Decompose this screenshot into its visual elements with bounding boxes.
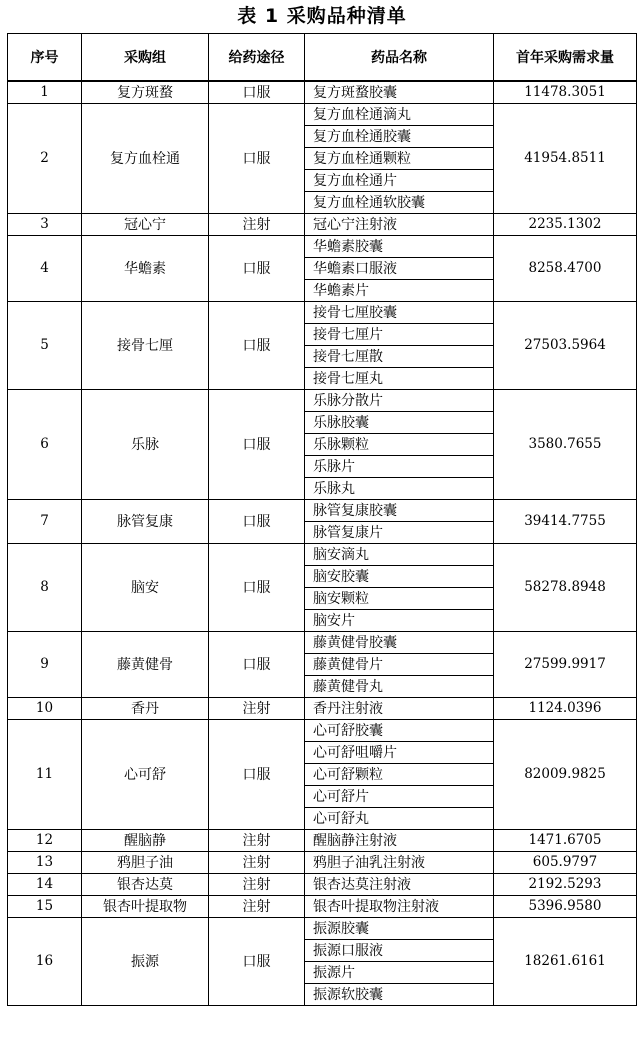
drug-name: 振源片 xyxy=(305,961,494,983)
table-row xyxy=(8,851,637,873)
drug-name: 华蟾素胶囊 xyxy=(305,235,494,257)
row-number: 16 xyxy=(8,917,82,1005)
drug-name: 乐脉丸 xyxy=(305,477,494,499)
drug-name: 心可舒丸 xyxy=(305,807,494,829)
drug-name: 乐脉胶囊 xyxy=(305,411,494,433)
drug-name: 醒脑静注射液 xyxy=(305,829,494,851)
drug-name: 复方血栓通滴丸 xyxy=(305,103,494,125)
drug-name: 冠心宁注射液 xyxy=(305,213,494,235)
drug-name: 鸦胆子油乳注射液 xyxy=(305,851,494,873)
row-number: 6 xyxy=(8,389,82,499)
header-no: 序号 xyxy=(8,34,82,82)
drug-name: 心可舒咀嚼片 xyxy=(305,741,494,763)
procurement-group: 复方斑蝥 xyxy=(82,81,209,103)
drug-name: 乐脉颗粒 xyxy=(305,433,494,455)
drug-name: 心可舒胶囊 xyxy=(305,719,494,741)
administration-route: 口服 xyxy=(209,499,305,543)
row-number: 10 xyxy=(8,697,82,719)
table-caption: 表 1 采购品种清单 xyxy=(237,5,407,27)
header-drug-name: 药品名称 xyxy=(305,34,494,82)
first-year-demand: 2192.5293 xyxy=(494,873,637,895)
procurement-group: 振源 xyxy=(82,917,209,1005)
row-number: 15 xyxy=(8,895,82,917)
drug-name: 乐脉分散片 xyxy=(305,389,494,411)
procurement-group: 华蟾素 xyxy=(82,235,209,301)
drug-name: 脉管复康片 xyxy=(305,521,494,543)
administration-route: 注射 xyxy=(209,697,305,719)
header-demand: 首年采购需求量 xyxy=(494,34,637,82)
administration-route: 口服 xyxy=(209,235,305,301)
row-number: 1 xyxy=(8,81,82,103)
administration-route: 口服 xyxy=(209,631,305,697)
drug-name: 香丹注射液 xyxy=(305,697,494,719)
procurement-group: 心可舒 xyxy=(82,719,209,829)
administration-route: 口服 xyxy=(209,719,305,829)
header-row xyxy=(8,34,637,82)
row-number: 12 xyxy=(8,829,82,851)
header-route: 给药途径 xyxy=(209,34,305,82)
drug-name: 脑安颗粒 xyxy=(305,587,494,609)
procurement-group: 脉管复康 xyxy=(82,499,209,543)
drug-name: 脑安胶囊 xyxy=(305,565,494,587)
administration-route: 口服 xyxy=(209,389,305,499)
row-number: 9 xyxy=(8,631,82,697)
first-year-demand: 82009.9825 xyxy=(494,719,637,829)
drug-name: 藤黄健骨丸 xyxy=(305,675,494,697)
row-number: 2 xyxy=(8,103,82,213)
first-year-demand: 605.9797 xyxy=(494,851,637,873)
first-year-demand: 58278.8948 xyxy=(494,543,637,631)
drug-name: 接骨七厘胶囊 xyxy=(305,301,494,323)
first-year-demand: 39414.7755 xyxy=(494,499,637,543)
first-year-demand: 11478.3051 xyxy=(494,81,637,103)
table-row xyxy=(8,829,637,851)
drug-name: 华蟾素口服液 xyxy=(305,257,494,279)
drug-name: 振源口服液 xyxy=(305,939,494,961)
procurement-group: 冠心宁 xyxy=(82,213,209,235)
drug-name: 银杏达莫注射液 xyxy=(305,873,494,895)
first-year-demand: 8258.4700 xyxy=(494,235,637,301)
administration-route: 注射 xyxy=(209,851,305,873)
drug-name: 接骨七厘散 xyxy=(305,345,494,367)
drug-name: 脑安滴丸 xyxy=(305,543,494,565)
administration-route: 口服 xyxy=(209,543,305,631)
drug-name: 脑安片 xyxy=(305,609,494,631)
administration-route: 注射 xyxy=(209,829,305,851)
table-row xyxy=(8,697,637,719)
table-body xyxy=(8,81,637,1005)
table-row xyxy=(8,719,637,741)
table-row xyxy=(8,917,637,939)
procurement-group: 醒脑静 xyxy=(82,829,209,851)
table-row xyxy=(8,873,637,895)
procurement-table xyxy=(7,33,637,1006)
drug-name: 振源胶囊 xyxy=(305,917,494,939)
row-number: 5 xyxy=(8,301,82,389)
drug-name: 心可舒颗粒 xyxy=(305,763,494,785)
drug-name: 藤黄健骨胶囊 xyxy=(305,631,494,653)
procurement-group: 藤黄健骨 xyxy=(82,631,209,697)
drug-name: 乐脉片 xyxy=(305,455,494,477)
table-row xyxy=(8,301,637,323)
first-year-demand: 1124.0396 xyxy=(494,697,637,719)
table-row xyxy=(8,543,637,565)
procurement-group: 乐脉 xyxy=(82,389,209,499)
first-year-demand: 3580.7655 xyxy=(494,389,637,499)
table-row xyxy=(8,631,637,653)
table-row xyxy=(8,389,637,411)
header-group: 采购组 xyxy=(82,34,209,82)
drug-name: 接骨七厘片 xyxy=(305,323,494,345)
drug-name: 接骨七厘丸 xyxy=(305,367,494,389)
administration-route: 口服 xyxy=(209,917,305,1005)
drug-name: 复方血栓通片 xyxy=(305,169,494,191)
drug-name: 复方血栓通软胶囊 xyxy=(305,191,494,213)
administration-route: 注射 xyxy=(209,213,305,235)
table-row xyxy=(8,235,637,257)
administration-route: 口服 xyxy=(209,103,305,213)
table-row xyxy=(8,81,637,103)
row-number: 14 xyxy=(8,873,82,895)
table-row xyxy=(8,103,637,125)
first-year-demand: 27503.5964 xyxy=(494,301,637,389)
first-year-demand: 41954.8511 xyxy=(494,103,637,213)
drug-name: 心可舒片 xyxy=(305,785,494,807)
first-year-demand: 18261.6161 xyxy=(494,917,637,1005)
row-number: 11 xyxy=(8,719,82,829)
row-number: 3 xyxy=(8,213,82,235)
first-year-demand: 27599.9917 xyxy=(494,631,637,697)
first-year-demand: 2235.1302 xyxy=(494,213,637,235)
procurement-group: 银杏叶提取物 xyxy=(82,895,209,917)
administration-route: 口服 xyxy=(209,81,305,103)
drug-name: 复方斑蝥胶囊 xyxy=(305,81,494,103)
row-number: 7 xyxy=(8,499,82,543)
procurement-group: 接骨七厘 xyxy=(82,301,209,389)
drug-name: 银杏叶提取物注射液 xyxy=(305,895,494,917)
table-row xyxy=(8,895,637,917)
first-year-demand: 5396.9580 xyxy=(494,895,637,917)
drug-name: 脉管复康胶囊 xyxy=(305,499,494,521)
first-year-demand: 1471.6705 xyxy=(494,829,637,851)
row-number: 13 xyxy=(8,851,82,873)
drug-name: 复方血栓通颗粒 xyxy=(305,147,494,169)
table-row xyxy=(8,499,637,521)
row-number: 4 xyxy=(8,235,82,301)
procurement-group: 银杏达莫 xyxy=(82,873,209,895)
procurement-group: 香丹 xyxy=(82,697,209,719)
procurement-group: 鸦胆子油 xyxy=(82,851,209,873)
procurement-group: 复方血栓通 xyxy=(82,103,209,213)
procurement-group: 脑安 xyxy=(82,543,209,631)
drug-name: 振源软胶囊 xyxy=(305,983,494,1005)
administration-route: 注射 xyxy=(209,873,305,895)
administration-route: 注射 xyxy=(209,895,305,917)
row-number: 8 xyxy=(8,543,82,631)
administration-route: 口服 xyxy=(209,301,305,389)
drug-name: 复方血栓通胶囊 xyxy=(305,125,494,147)
table-row xyxy=(8,213,637,235)
drug-name: 华蟾素片 xyxy=(305,279,494,301)
drug-name: 藤黄健骨片 xyxy=(305,653,494,675)
